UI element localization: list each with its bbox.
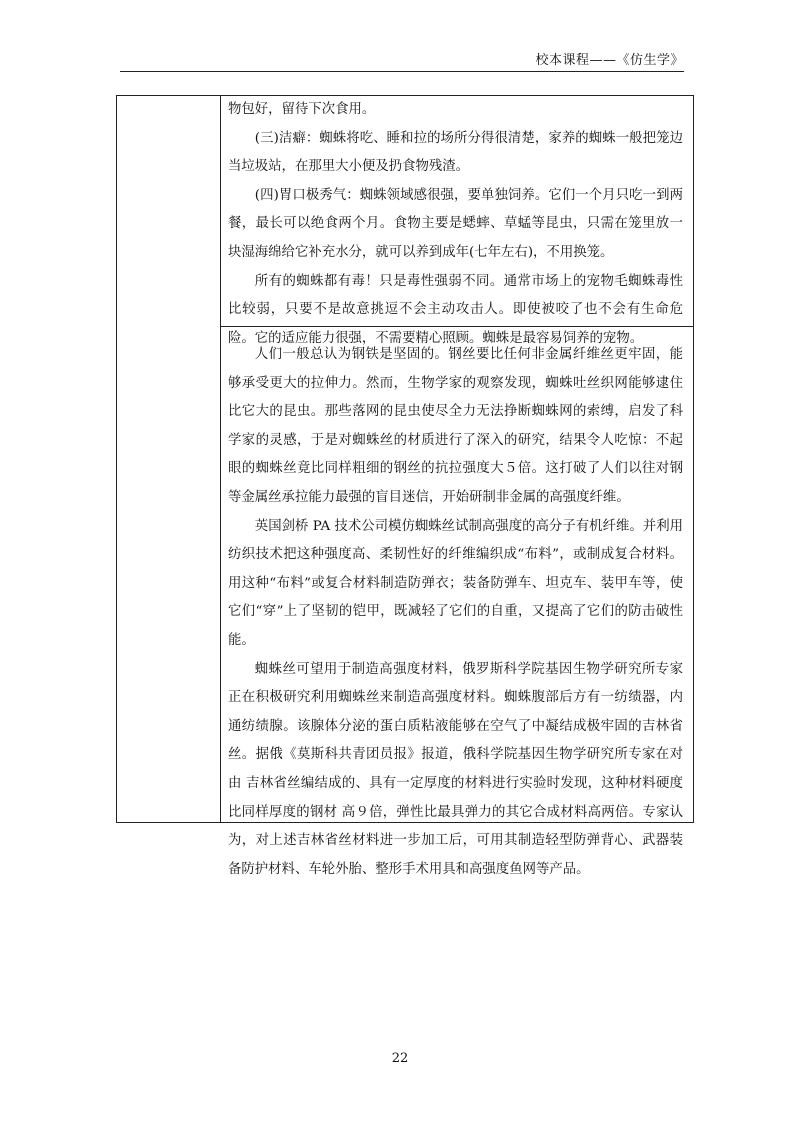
paragraph: 人们一般总认为钢铁是坚固的。钢丝要比任何非金属纤维丝更牢固，能够承受更大的拉伸力。然而，生物学家的观察发现，蜘蛛吐丝织网能够逮住比它大的昆虫。那些落网的昆虫使尽全力无法挣断蜘蛛网的索缚，启发了科学家的灵感，于是对蜘蛛丝的材质进行了深入的研究，结果令人吃惊：不起眼的蜘蛛丝竟比同样粗细的钢丝的抗拉强度大５倍。这打破了人们以往对钢等金属丝承拉能力最强的盲目迷信，开始研制非金属的高强度纤维。 (228, 347, 683, 505)
page-number: 22 (391, 1051, 409, 1066)
paragraph: 物包好，留待下次食用。 (228, 102, 376, 117)
paragraph: 英国剑桥 PA 技术公司模仿蜘蛛丝试制高强度的高分子有机纤维。并利用纺织技术把这种强度高、柔韧性好的纤维编织成“布料”，或制成复合材料。用这种“布料”或复合材料制造防弹衣；装备防弹车、坦克车、装甲车等，使它们“穿”上了坚韧的铠甲，既减轻了它们的自重，又提高了它们的防击破性能。 (228, 518, 683, 648)
paragraph: (四)胃口极秀气：蜘蛛领域感很强，要单独饲养。它们一个月只吃一到两餐，最长可以绝食两个月。食物主要是蟋蟀、草蜢等昆虫，只需在笼里放一块湿海绵给它补充水分，就可以养到成年(七年左右)，不用换笼。 (228, 187, 683, 260)
header-rule (120, 71, 684, 72)
table-column-divider (220, 96, 221, 822)
paragraph: 蜘蛛丝可望用于制造高强度材料，俄罗斯科学院基因生物学研究所专家正在积极研究利用蜘蛛丝来制造高强度材料。蜘蛛腹部后方有一纺绩器，内通纺绩腺。该腺体分泌的蛋白质粘液能够在空气了中凝结成极牢固的吉林省丝。据俄《莫斯科共青团员报》报道，俄科学院基因生物学研究所专家在对由 吉林省丝编结成的、具有一定厚度的材料进行实验时发现，这种材料硬度比同样厚度的钢材 高９倍，弹性比最具弹力的其它合成材料高两倍。专家认为，对上述吉林省丝材料进一步加工后，可用其制造轻型防弹背心、武器装备防护材料、车轮外胎、整形手术用具和高强度鱼网等产品。 (228, 661, 683, 877)
table-cell-lower (228, 341, 683, 884)
paragraph: 所有的蜘蛛都有毒！只是毒性强弱不同。通常市场上的宠物毛蜘蛛毒性比较弱，只要不是故意挑逗不会主动攻击人。即使被咬了也不会有生命危险。它的适应能力很强，不需要精心照顾。蜘蛛是最容易饲养的宠物。 (228, 273, 683, 346)
header-title: 校本课程——《仿生学》 (535, 53, 684, 68)
content-table (116, 95, 694, 877)
table-cell-upper (228, 96, 683, 353)
paragraph: (三)洁癖：蜘蛛将吃、睡和拉的场所分得很清楚，家养的蜘蛛一般把笼边当垃圾站，在那里大小便及扔食物残渣。 (228, 130, 683, 175)
